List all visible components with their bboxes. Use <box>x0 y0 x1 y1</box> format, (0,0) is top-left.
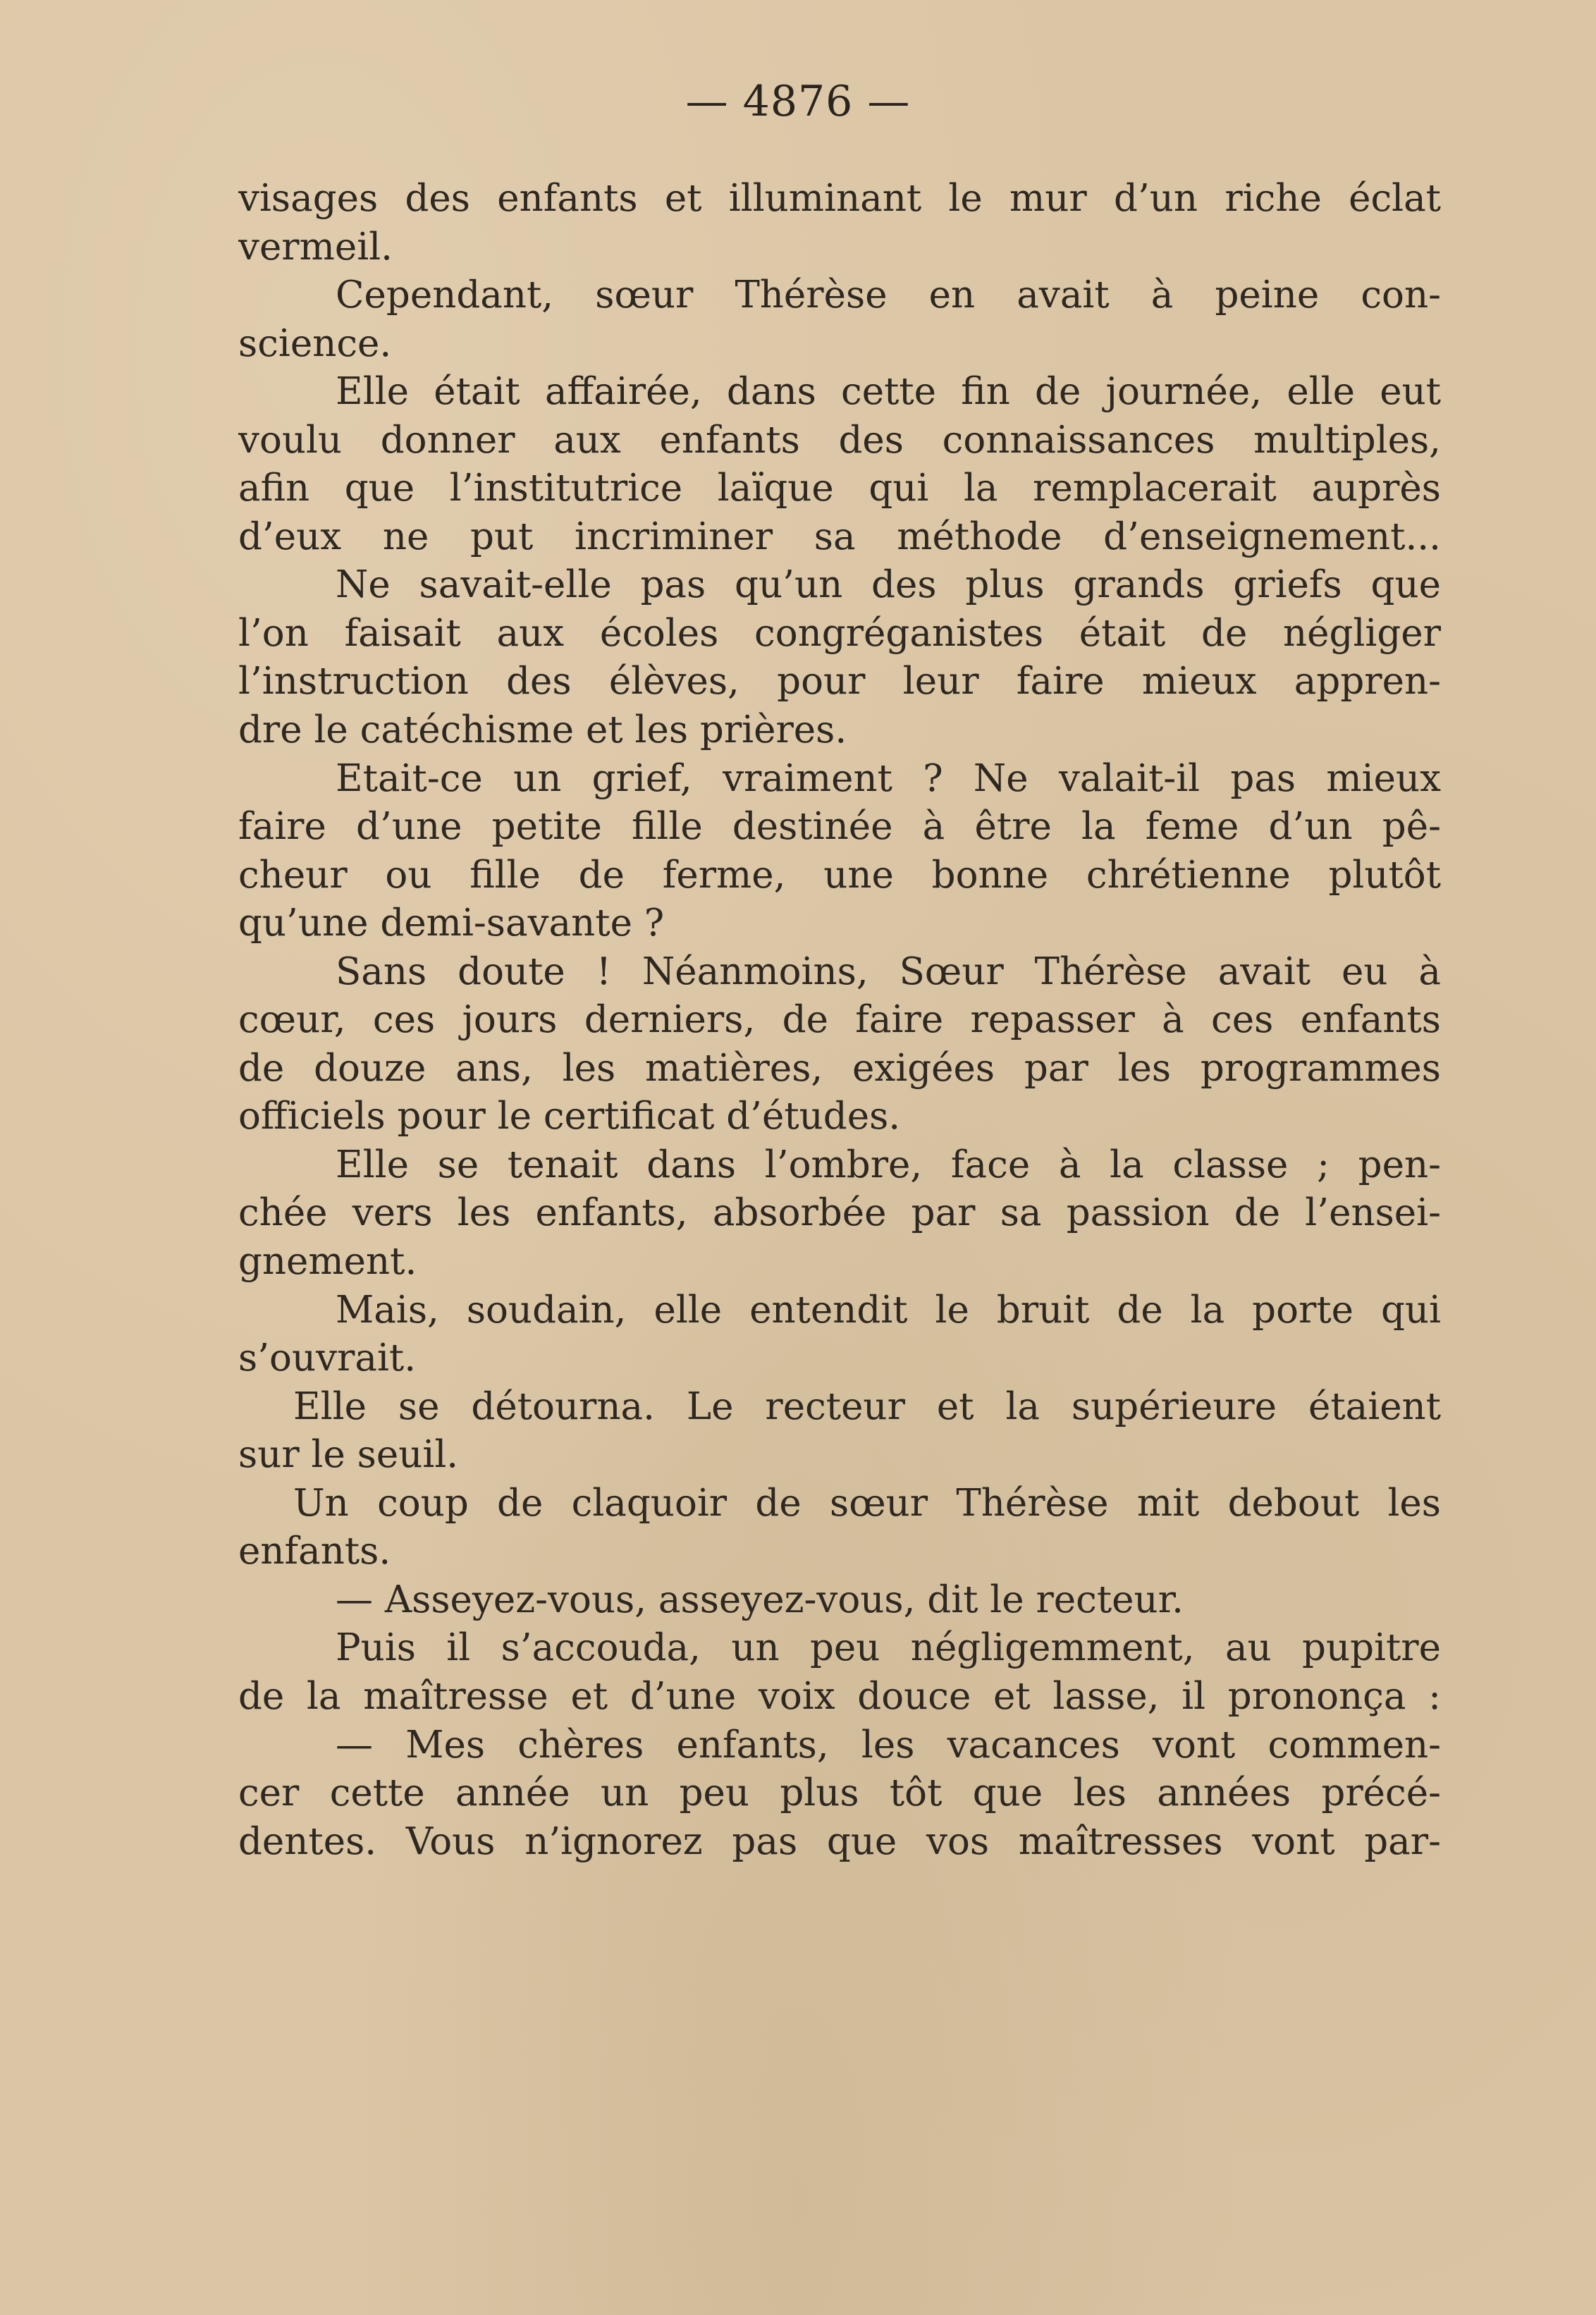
body-text <box>238 175 1441 1866</box>
text-line: cœur, ces jours derniers, de faire repasser à ces enfants <box>238 998 1441 1042</box>
text-line: l’instruction des élèves, pour leur faire mieux appren- <box>238 660 1441 704</box>
text-line: Sans doute ! Néanmoins, Sœur Thérèse avait eu à <box>336 950 1441 993</box>
text-line: visages des enfants et illuminant le mur d’un riche éclat <box>238 177 1441 220</box>
text-line: faire d’une petite fille destinée à être la feme d’un pê- <box>238 805 1441 849</box>
text-line: Cependant, sœur Thérèse en avait à peine con- <box>336 274 1441 317</box>
text-line: afin que l’institutrice laïque qui la remplacerait auprès <box>238 467 1441 510</box>
text-line: gnement. <box>238 1240 417 1284</box>
text-line: — Mes chères enfants, les vacances vont commen- <box>336 1723 1441 1767</box>
text-line: cheur ou fille de ferme, une bonne chrétienne plutôt <box>238 853 1441 897</box>
text-line: vermeil. <box>238 225 393 269</box>
text-line: officiels pour le certificat d’études. <box>238 1095 901 1138</box>
text-line: — Asseyez-vous, asseyez-vous, dit le recteur. <box>336 1578 1184 1621</box>
text-line: Ne savait-elle pas qu’un des plus grands griefs que <box>336 563 1441 607</box>
text-line: cer cette année un peu plus tôt que les années précé- <box>238 1771 1441 1815</box>
text-line: de douze ans, les matières, exigées par les programmes <box>238 1046 1441 1090</box>
text-line: dentes. Vous n’ignorez pas que vos maîtresses vont par- <box>238 1819 1441 1863</box>
text-line: qu’une demi-savante ? <box>238 902 665 945</box>
text-line: sur le seuil. <box>238 1433 459 1477</box>
text-line: s’ouvrait. <box>238 1337 417 1380</box>
text-line: chée vers les enfants, absorbée par sa passion de l’ensei- <box>238 1191 1441 1235</box>
text-line: Un coup de claquoir de sœur Thérèse mit debout les <box>293 1481 1441 1525</box>
text-line: Etait-ce un grief, vraiment ? Ne valait-il pas mieux <box>336 756 1441 800</box>
text-line: dre le catéchisme et les prières. <box>238 708 847 752</box>
text-line: d’eux ne put incriminer sa méthode d’enseignement... <box>238 515 1441 558</box>
text-line: voulu donner aux enfants des connaissances multiples, <box>238 418 1441 462</box>
text-line: l’on faisait aux écoles congréganistes était de négliger <box>238 611 1441 655</box>
text-line: Puis il s’accouda, un peu négligemment, au pupitre <box>336 1626 1441 1670</box>
text-line: science. <box>238 321 392 365</box>
text-line: Elle se détourna. Le recteur et la supérieure étaient <box>293 1384 1441 1428</box>
text-line: enfants. <box>238 1530 391 1573</box>
text-line: Elle était affairée, dans cette fin de journée, elle eut <box>336 370 1441 414</box>
text-line: de la maîtresse et d’une voix douce et lasse, il prononça : <box>238 1674 1441 1718</box>
text-line: Mais, soudain, elle entendit le bruit de la porte qui <box>336 1288 1441 1332</box>
page-number: — 4876 — <box>685 77 911 126</box>
text-line: Elle se tenait dans l’ombre, face à la classe ; pen- <box>336 1143 1441 1186</box>
